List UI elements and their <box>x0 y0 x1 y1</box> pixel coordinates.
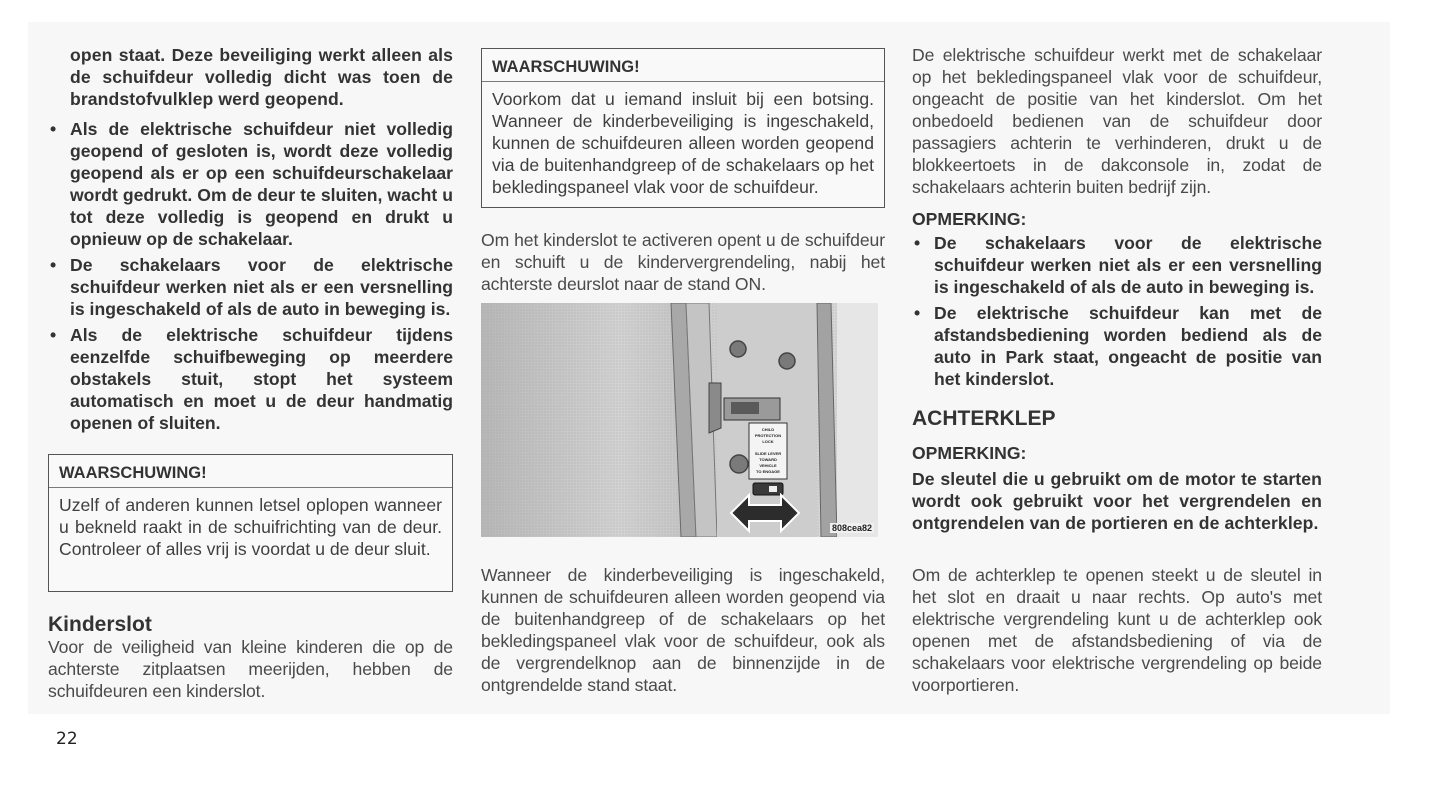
kinderslot-paragraph: Voor de veiligheid van kleine kinderen die op de achterste zitplaatsen meerijden, hebben de schuifdeuren een kinderslot. <box>48 637 453 701</box>
svg-text:TO ENGAGE: TO ENGAGE <box>756 469 780 474</box>
svg-text:LOCK: LOCK <box>762 439 774 444</box>
bullet-icon: • <box>914 303 921 323</box>
scanned-manual-page <box>28 22 1390 714</box>
warning-box <box>48 454 453 592</box>
child-lock-figure <box>481 303 878 537</box>
svg-text:SLIDE LEVER: SLIDE LEVER <box>754 451 782 456</box>
bullet-item: • De schakelaars voor de elektrische schuifdeur werken niet als er een versnelling is ingeschakeld of als de auto in beweging is. <box>914 233 1322 297</box>
bullet-icon: • <box>50 119 57 139</box>
bullet-icon: • <box>50 255 57 275</box>
bullet-icon: • <box>50 325 57 345</box>
activate-child-lock-paragraph: Om het kinderslot te activeren opent u de schuifdeur en schuift u de kindervergrendeling, nabij het achterste deurslot naar de stand ON. <box>481 230 885 294</box>
bullet-item: • Als de elektrische schuifdeur tijdens eenzelfde schuifbeweging op meerdere obstakels stuit, stopt het systeem automatisch en moet u de deur handmatig openen of sluiten. <box>50 325 453 433</box>
bullet-item: • De schakelaars voor de elektrische schuifdeur werken niet als er een versnelling is ingeschakeld of als de auto in beweging is. <box>50 255 453 319</box>
warning-body: Uzelf of anderen kunnen letsel oplopen wanneer u bekneld raakt in de schuifrichting van de deur. Controleer of alles vrij is voordat u de deur sluit. <box>59 495 442 559</box>
safety-bullet-list <box>48 114 453 434</box>
svg-text:CHILD: CHILD <box>761 427 775 432</box>
page-number: 22 <box>56 729 78 749</box>
intro-paragraph: open staat. Deze beveiliging werkt alleen als de schuifdeur volledig dicht was toen de brandstofvulklep werd geopend. <box>70 45 453 109</box>
warning-body: Voorkom dat u iemand insluit bij een botsing. Wanneer de kinderbeveiliging is ingeschakeld, kunnen de schuifdeuren alleen worden geopend via de buitenhandgreep of de schakelaars op het bekledingspaneel vlak voor de schuifdeur. <box>492 89 874 197</box>
door-latch-illustration <box>481 303 878 537</box>
note-heading: OPMERKING: <box>912 443 1027 463</box>
note-bullet-list <box>912 228 1322 390</box>
section-heading-kinderslot: Kinderslot <box>48 613 152 636</box>
warning-title: WAARSCHUWING! <box>482 49 884 82</box>
note-heading: OPMERKING: <box>912 209 1027 229</box>
svg-text:TOWARD: TOWARD <box>759 457 777 462</box>
warning-title: WAARSCHUWING! <box>49 455 452 488</box>
svg-text:PROTECTION: PROTECTION <box>754 433 782 438</box>
bullet-item: • De elektrische schuifdeur kan met de afstandsbediening worden bediend als de auto in Park staat, ongeacht de positie van het kinderslot. <box>914 303 1322 389</box>
liftgate-paragraph: Om de achterklep te openen steekt u de sleutel in het slot en draait u naar rechts. Op auto's met elektrische vergrendeling kunt u de achterklep ook openen met de afstandsbediening of via de schakelaars voor elektrische vergrendeling op beide voorportieren. <box>912 565 1322 695</box>
power-door-switch-paragraph: De elektrische schuifdeur werkt met de schakelaar op het bekledingspaneel vlak voor de schuifdeur, ongeacht de positie van het kinderslot. Om het onbedoeld bedienen van de schuifdeur door passagiers achterin te verhinderen, drukt u de blokkeertoets in de dakconsole in, zodat de schakelaars achterin buiten bedrijf zijn. <box>912 45 1322 197</box>
key-note-paragraph: De sleutel die u gebruikt om de motor te starten wordt ook gebruikt voor het vergrendelen en ontgrendelen van de portieren en de achterklep. <box>912 469 1322 533</box>
figure-code: 808cea82 <box>831 523 872 533</box>
svg-text:VEHICLE: VEHICLE <box>759 463 777 468</box>
section-heading-achterklep: ACHTERKLEP <box>912 407 1056 430</box>
child-lock-engaged-paragraph: Wanneer de kinderbeveiliging is ingeschakeld, kunnen de schuifdeuren alleen worden geopend via de buitenhandgreep of de schakelaars op het bekledingspaneel vlak voor de schuifdeur, ook als de vergrendelknop aan de binnenzijde in de ontgrendelde stand staat. <box>481 565 885 695</box>
warning-box <box>481 48 885 208</box>
bullet-item: • Als de elektrische schuifdeur niet volledig geopend of gesloten is, wordt deze volledig geopend als er op een schuifdeurschakelaar wordt gedrukt. Om de deur te sluiten, wacht u tot deze volledig is geopend en drukt u opnieuw op de schakelaar. <box>50 119 453 249</box>
bullet-icon: • <box>914 233 921 253</box>
